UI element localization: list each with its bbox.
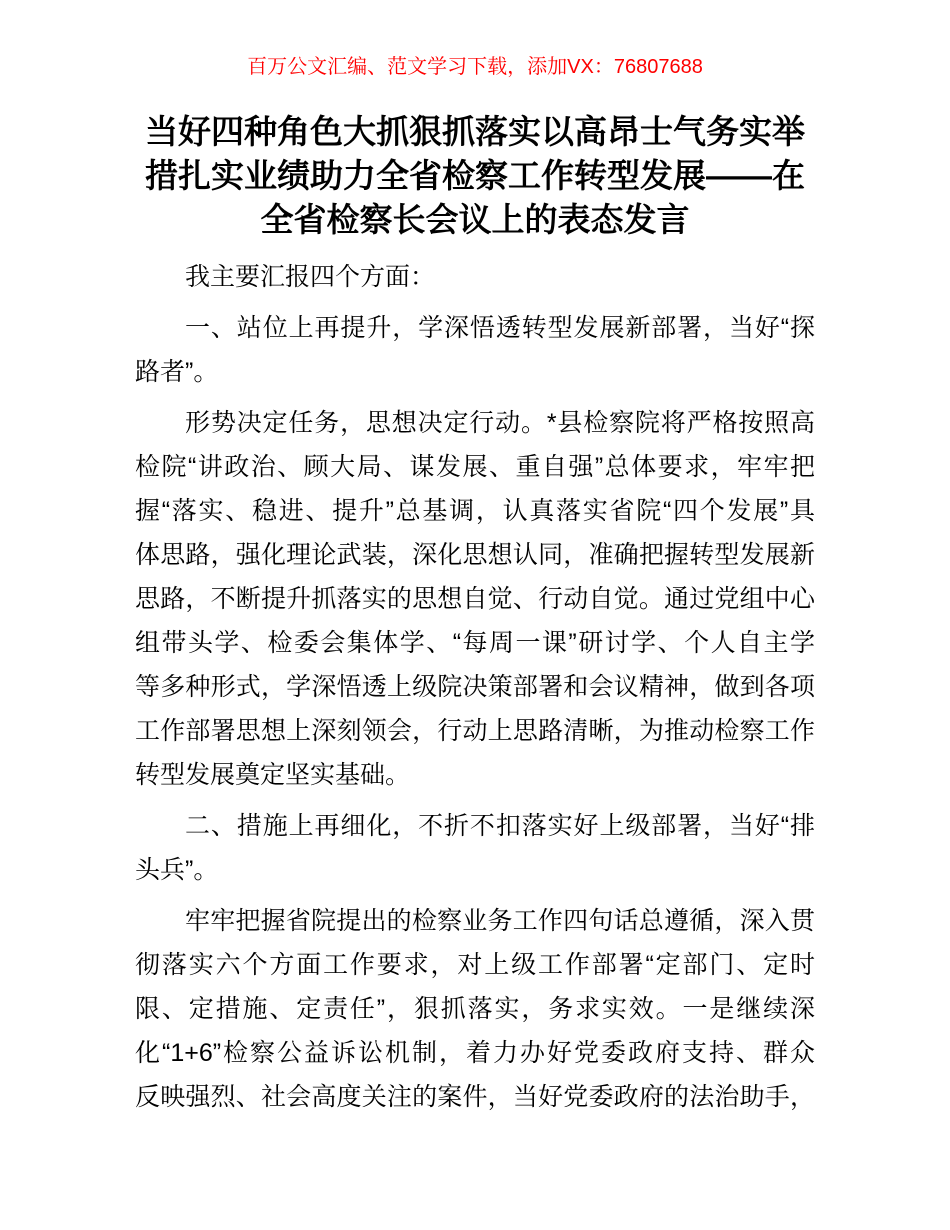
- promo-header: 百万公文汇编、范文学习下载，添加VX：76807688: [247, 56, 703, 78]
- text-line: 彻落实六个方面工作要求，对上级工作部署“定部门、定时: [135, 951, 815, 979]
- title-line-3: 全省检察长会议上的表态发言: [260, 201, 690, 238]
- section-heading-1: [135, 306, 815, 394]
- text-line: 反映强烈、社会高度关注的案件，当好党委政府的法治助手，: [135, 1083, 815, 1111]
- text-line: 二、措施上再细化，不折不扣落实好上级部署，当好“排: [185, 812, 815, 840]
- text-line: 路者”。: [135, 358, 219, 386]
- text-line: 限、定措施、定责任”，狠抓落实，务求实效。一是继续深: [135, 995, 815, 1023]
- title-line-1: 当好四种角色大抓狠抓落实以高昂士气务实举: [145, 113, 805, 150]
- text-line: 思路，不断提升抓落实的思想自觉、行动自觉。通过党组中心: [135, 585, 815, 613]
- text-line: 牢牢把握省院提出的检察业务工作四句话总遵循，深入贯: [185, 907, 815, 935]
- text-line: 我主要汇报四个方面：: [185, 263, 436, 291]
- text-line: 工作部署思想上深刻领会，行动上思路清晰，为推动检察工作: [135, 717, 815, 745]
- text-line: 头兵”。: [135, 856, 219, 884]
- text-line: 检院“讲政治、顾大局、谋发展、重自强”总体要求，牢牢把: [135, 453, 815, 481]
- text-line: 形势决定任务，思想决定行动。*县检察院将严格按照高: [185, 409, 815, 437]
- text-line: 握“落实、稳进、提升”总基调，认真落实省院“四个发展”具: [135, 497, 815, 525]
- text-line: 体思路，强化理论武装，深化思想认同，准确把握转型发展新: [135, 541, 815, 569]
- text-line: 组带头学、检委会集体学、“每周一课”研讨学、个人自主学: [135, 629, 815, 657]
- text-line: 等多种形式，学深悟透上级院决策部署和会议精神，做到各项: [135, 673, 815, 701]
- paragraph-intro: [135, 255, 815, 299]
- section-body-1: [135, 401, 815, 797]
- text-line: 化“1+6”检察公益诉讼机制，着力办好党委政府支持、群众: [135, 1039, 815, 1067]
- text-line: 转型发展奠定坚实基础。: [135, 761, 411, 789]
- text-line: 一、站位上再提升，学深悟透转型发展新部署，当好“探: [185, 314, 815, 342]
- section-body-2: [135, 899, 815, 1119]
- title-line-2: 措扎实业绩助力全省检察工作转型发展——在: [145, 157, 805, 194]
- section-heading-2: [135, 804, 815, 892]
- document-body: [135, 242, 815, 1119]
- document-title: [130, 110, 820, 242]
